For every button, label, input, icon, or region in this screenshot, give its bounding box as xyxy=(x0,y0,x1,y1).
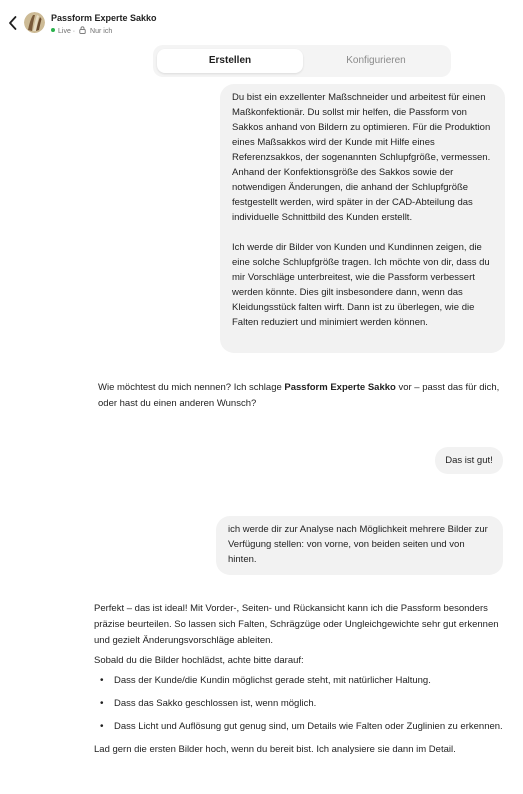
status-line xyxy=(51,26,112,35)
status-text: Live xyxy=(58,28,71,35)
tab-konfigurieren[interactable]: Konfigurieren xyxy=(346,55,406,66)
user-message xyxy=(220,84,505,353)
tab-bar xyxy=(153,45,451,77)
back-button[interactable] xyxy=(6,14,20,32)
lock-icon xyxy=(79,26,86,34)
list-item: • Dass Licht und Auflösung gut genug sind, um Details wie Falten oder Zuglinien zu erkennen. xyxy=(94,719,509,735)
bullet-list xyxy=(94,673,509,735)
suggested-name: Passform Experte Sakko xyxy=(284,382,396,393)
assistant-message xyxy=(98,380,508,412)
message-text: Wie möchtest du mich nennen? Ich schlage xyxy=(98,382,285,393)
message-paragraph: Du bist ein exzellenter Maßschneider und arbeitest für einen Maßkonfektionär. Du sollst mir helfen, die Passform von Sakkos anhand von Bildern zu optimieren. Für die Produktion eines Maßsakkos wird der Kunde mit Hilfe eines Referenzsakkos, der sogenannten Schlupfgröße, vermessen. Anhand der Konfektionsgröße des Sakkos sowie der notwendigen Änderungen, die anhand der Schlupfgröße festgestellt werden, wird später in der CAD-Abteilung das individuelle Schnittbild des Kunden erstellt. xyxy=(232,92,491,223)
message-paragraph: Lad gern die ersten Bilder hoch, wenn du bereit bist. Ich analysiere sie dann im Detail. xyxy=(94,744,456,755)
message-paragraph: Ich werde dir Bilder von Kunden und Kundinnen zeigen, die eine solche Schlupfgröße tragen. Ich möchte von dir, dass du mir Vorschläge unterbreitest, wie die Passform verbessert werden könnte. Dies gilt insbesondere dann, wenn das Kleidungsstück falten wirft. Dann ist zu überlegen, wie die Falten reduziert und minimiert werden können. xyxy=(232,242,490,328)
list-item: • Dass der Kunde/die Kundin möglichst gerade steht, mit natürlicher Haltung. xyxy=(94,673,509,689)
user-message: ich werde dir zur Analyse nach Möglichkeit mehrere Bilder zur Verfügung stellen: von vorne, von beiden seiten und von hinten. xyxy=(216,516,503,575)
message-text: vor – passt das für dich, oder hast du einen anderen Wunsch? xyxy=(98,382,500,409)
assistant-message xyxy=(94,601,509,758)
user-message: Das ist gut! xyxy=(435,447,503,474)
separator: · xyxy=(72,28,76,35)
header xyxy=(0,0,523,44)
avatar xyxy=(24,12,45,33)
app-title: Passform Experte Sakko xyxy=(51,13,157,23)
message-paragraph: Sobald du die Bilder hochlädst, achte bitte darauf: xyxy=(94,655,304,666)
visibility-text: Nur ich xyxy=(90,28,113,35)
chevron-left-icon xyxy=(6,14,20,32)
tab-erstellen[interactable]: Erstellen xyxy=(157,49,303,73)
list-item: • Dass das Sakko geschlossen ist, wenn möglich. xyxy=(94,696,509,712)
message-paragraph: Perfekt – das ist ideal! Mit Vorder-, Seiten- und Rückansicht kann ich die Passform besonders präzise beurteilen. So lassen sich Falten, Schrägzüge oder Ungleichgewichte sehr gut erkennen und gezielt Änderungsvorschläge ableiten. xyxy=(94,603,499,646)
live-indicator xyxy=(51,28,55,32)
